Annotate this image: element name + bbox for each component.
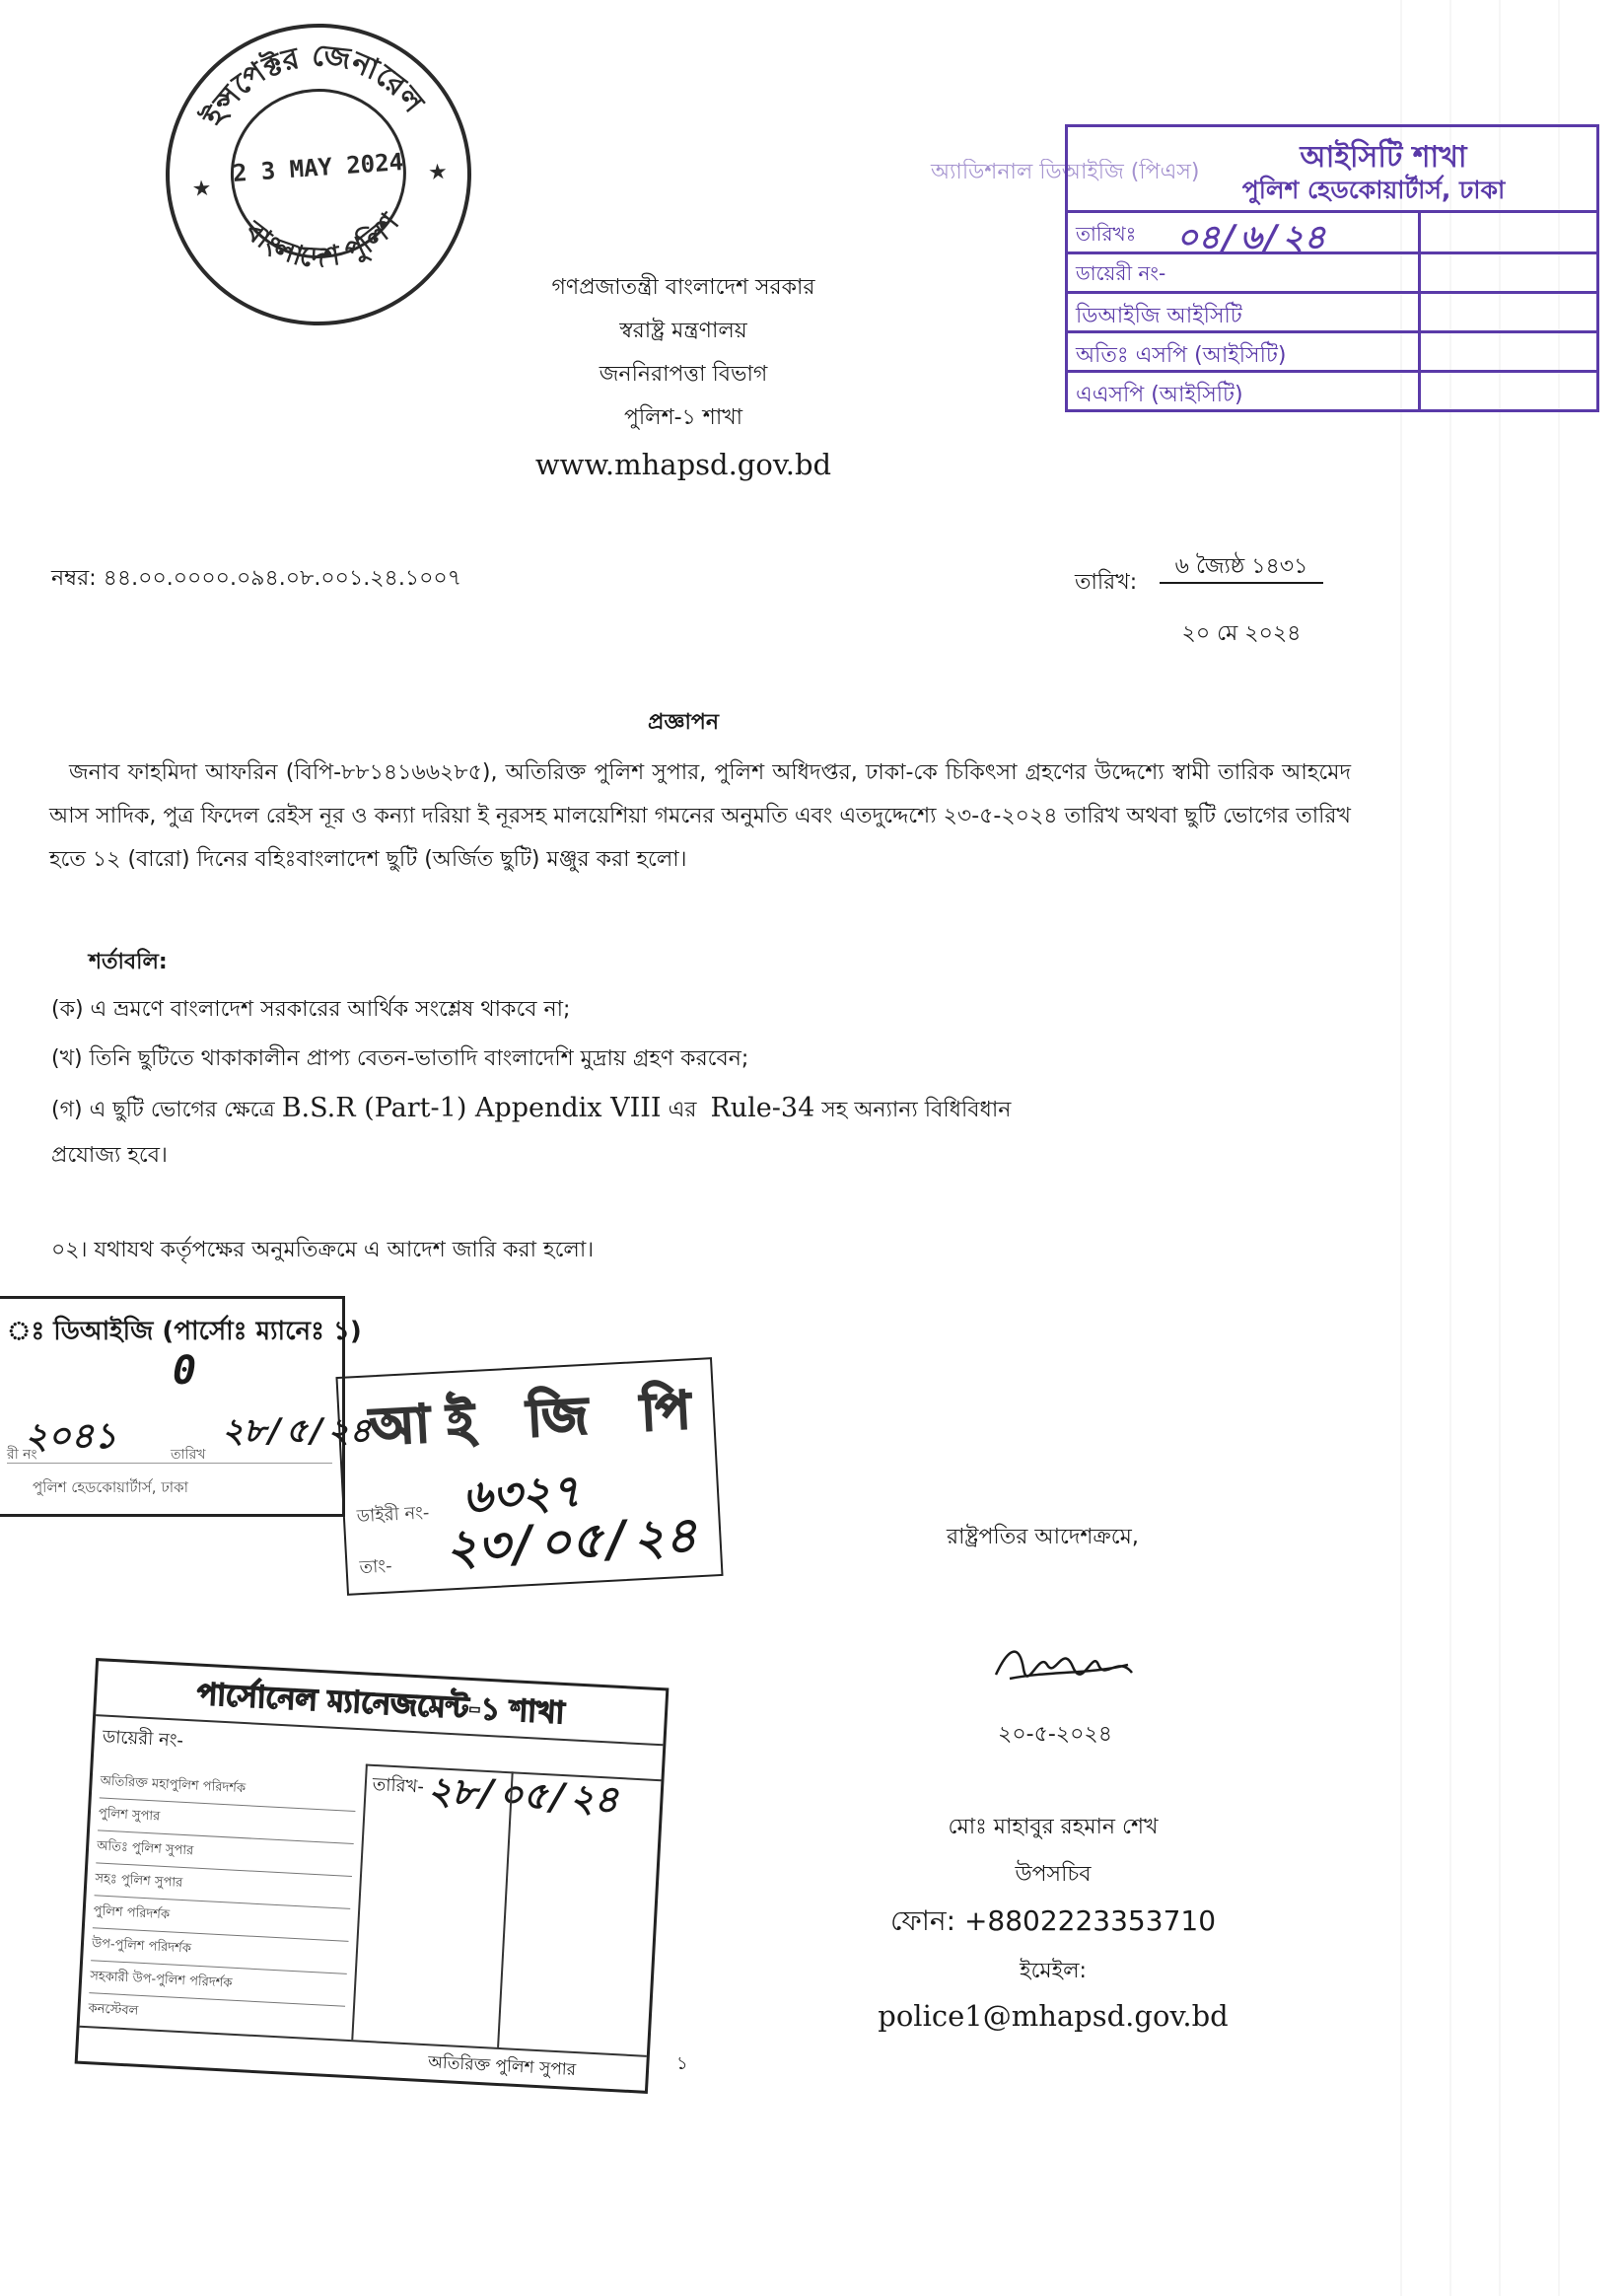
dig-stamp-date-label: তারিখ (171, 1447, 206, 1463)
condition-c (51, 1087, 1011, 1132)
signatory-email-label: ইমেইল: (1020, 1959, 1087, 1983)
condition-c-bsr: B.S.R (Part-1) Appendix VIII (281, 1093, 662, 1123)
igp-stamp-diary-label: ডাইরী নং- (356, 1502, 430, 1528)
icit-row-addl-sp: অতিঃ এসপি (আইসিটি) (1076, 343, 1287, 368)
dig-stamp (0, 1296, 372, 1517)
order-line: রাষ্ট্রপতির আদেশক্রমে, (947, 1525, 1139, 1549)
condition-b: (খ) তিনি ছুটিতে থাকাকালীন প্রাপ্য বেতন-ভাতাদি বাংলাদেশি মুদ্রায় গ্রহণ করবেন; (51, 1046, 749, 1071)
dig-stamp-diary-label: রী নং (7, 1447, 37, 1463)
notice-title: প্রজ্ঞাপন (648, 710, 719, 735)
igp-stamp-date-label: তাং- (359, 1555, 393, 1579)
notice-body (49, 752, 1351, 882)
signatory-name: মোঃ মাহাবুর রহমান শেখ (948, 1815, 1159, 1839)
seal-date: 2 3 MAY 2024 (232, 148, 404, 188)
igp-stamp (335, 1357, 723, 1596)
signature-scribble (990, 1635, 1138, 1694)
pm-row: অতিঃ পুলিশ সুপার (96, 1830, 353, 1877)
header-government: গণপ্রজাতন্ত্রী বাংলাদেশ সরকার (551, 275, 815, 300)
pm-stamp-date-label: তারিখ- (372, 1773, 425, 1798)
svg-text:★: ★ (190, 176, 213, 202)
icit-faded-label: অ্যাডিশনাল ডিআইজি (পিএস) (931, 160, 1200, 184)
pm-row: পুলিশ পরিদর্শক (93, 1896, 350, 1942)
conditions-title: শর্তাবলি: (89, 950, 168, 974)
igp-stamp-title: আই জি পি (368, 1380, 710, 1458)
page-number: ১ (676, 2053, 688, 2074)
condition-c-post: সহ অন্যান্য বিধিবিধান (821, 1098, 1012, 1122)
header-website: www.mhapsd.gov.bd (534, 448, 832, 481)
pm-stamp-date: ২৮/০৫/২৪ (426, 1767, 620, 1822)
pm-row: উপ-পুলিশ পরিদর্শক (91, 1928, 348, 1974)
igp-stamp-diary-no: ৬৩২৭ (460, 1464, 582, 1524)
signatory-phone: ফোন: +8802223353710 (889, 1904, 1217, 1937)
icit-row-diary: ডায়েরী নং- (1076, 261, 1166, 285)
signature-date: ২০-৫-২০২৪ (998, 1722, 1112, 1747)
pm-stamp-rows (88, 1765, 357, 2038)
pm-stamp-footer: অতিরিক্ত পুলিশ সুপার (427, 2052, 577, 2081)
svg-text:★: ★ (427, 159, 449, 186)
paragraph-two: ০২। যথাযথ কর্তৃপক্ষের অনুমতিক্রমে এ আদেশ জারি করা হলো। (51, 1238, 595, 1262)
signatory-email: police1@mhapsd.gov.bd (878, 1999, 1229, 2033)
icit-row-asp: এএসপি (আইসিটি) (1076, 383, 1243, 407)
memo-number: নম্বর: ৪৪.০০.০০০০.০৯৪.০৮.০০১.২৪.১০০৭ (51, 566, 462, 591)
signatory-designation: উপসচিব (1015, 1862, 1092, 1887)
dig-stamp-diary-no: ২০৪১ (25, 1416, 117, 1457)
header-branch: পুলিশ-১ শাখা (623, 405, 743, 430)
header-ministry: স্বরাষ্ট্র মন্ত্রণালয় (619, 319, 747, 343)
icit-handwritten-date: ০৪/৬/২৪ (1176, 218, 1326, 257)
dig-stamp-footer: পুলিশ হেডকোয়ার্টার্স, ঢাকা (33, 1478, 189, 1496)
icit-row-dig: ডিআইজি আইসিটি (1076, 304, 1242, 328)
date-gregorian: ২০ মে ২০২৪ (1181, 621, 1302, 646)
pm-row: সহকারী উপ-পুলিশ পরিদর্শক (89, 1961, 346, 2007)
seal-bottom-text: বাংলাদেশ পুলিশ (239, 206, 406, 274)
pm-row: সহঃ পুলিশ সুপার (95, 1863, 352, 1909)
dig-stamp-title: ঃ ডিআইজি (পার্সোঃ ম্যানেঃ ১) (7, 1317, 362, 1346)
seal-top-text: ইন্সপেক্টর জেনারেল (196, 37, 431, 132)
condition-a: (ক) এ ভ্রমণে বাংলাদেশ সরকারের আর্থিক সংশ্লেষ থাকবে না; (51, 997, 571, 1022)
pm-stamp-title: পার্সোনেল ম্যানেজমেন্ট-১ শাখা (196, 1677, 566, 1731)
condition-c-line2: প্রযোজ্য হবে। (51, 1143, 168, 1168)
date-bangla: ৬ জ্যৈষ্ঠ ১৪৩১ (1160, 552, 1323, 584)
pm-row: পুলিশ সুপার (98, 1798, 355, 1844)
icit-stamp-title: আইসিটি শাখা (1300, 140, 1467, 175)
condition-c-mid: এর (668, 1098, 697, 1122)
condition-c-rule: Rule-34 (710, 1093, 815, 1123)
condition-c-pre: (গ) এ ছুটি ভোগের ক্ষেত্রে (51, 1098, 275, 1122)
igp-stamp-date: ২৩/০৫/২৪ (444, 1506, 698, 1577)
pm-stamp-diary-label: ডায়েরী নং- (102, 1726, 184, 1752)
pm-row: অতিরিক্ত মহাপুলিশ পরিদর্শক (100, 1765, 357, 1812)
icit-stamp-subtitle: পুলিশ হেডকোয়ার্টার্স, ঢাকা (1241, 176, 1506, 204)
letterhead (0, 266, 1367, 489)
dig-stamp-mark: 0 (173, 1348, 197, 1394)
dig-stamp-date: ২৮/৫/২৪ (222, 1411, 372, 1451)
icit-row-date: তারিখঃ (1076, 222, 1137, 246)
pm-branch-stamp (75, 1658, 670, 2094)
notice-paragraph: জনাব ফাহমিদা আফরিন (বিপি-৮৮১৪১৬৬২৮৫), অতিরিক্ত পুলিশ সুপার, পুলিশ অধিদপ্তর, ঢাকা-কে চিকিৎসা গ্রহণের উদ্দেশ্যে স্বামী তারিক আহমেদ আস সাদিক, পুত্র ফিদেল রেইস নূর ও কন্যা দরিয়া ই নূরসহ মালয়েশিয়া গমনের অনুমতি এবং এতদুদ্দেশ্যে ২৩-৫-২০২৪ তারিখ অথবা ছুটি ভোগের তারিখ হতে ১২ (বারো) দিনের বহিঃবাংলাদেশ ছুটি (অর্জিত ছুটি) মঞ্জুর করা হলো। (49, 760, 1351, 872)
date-label: তারিখ: (1075, 570, 1138, 595)
header-division: জননিরাপত্তা বিভাগ (599, 362, 768, 387)
pm-row: কনস্টেবল (88, 2001, 139, 2019)
